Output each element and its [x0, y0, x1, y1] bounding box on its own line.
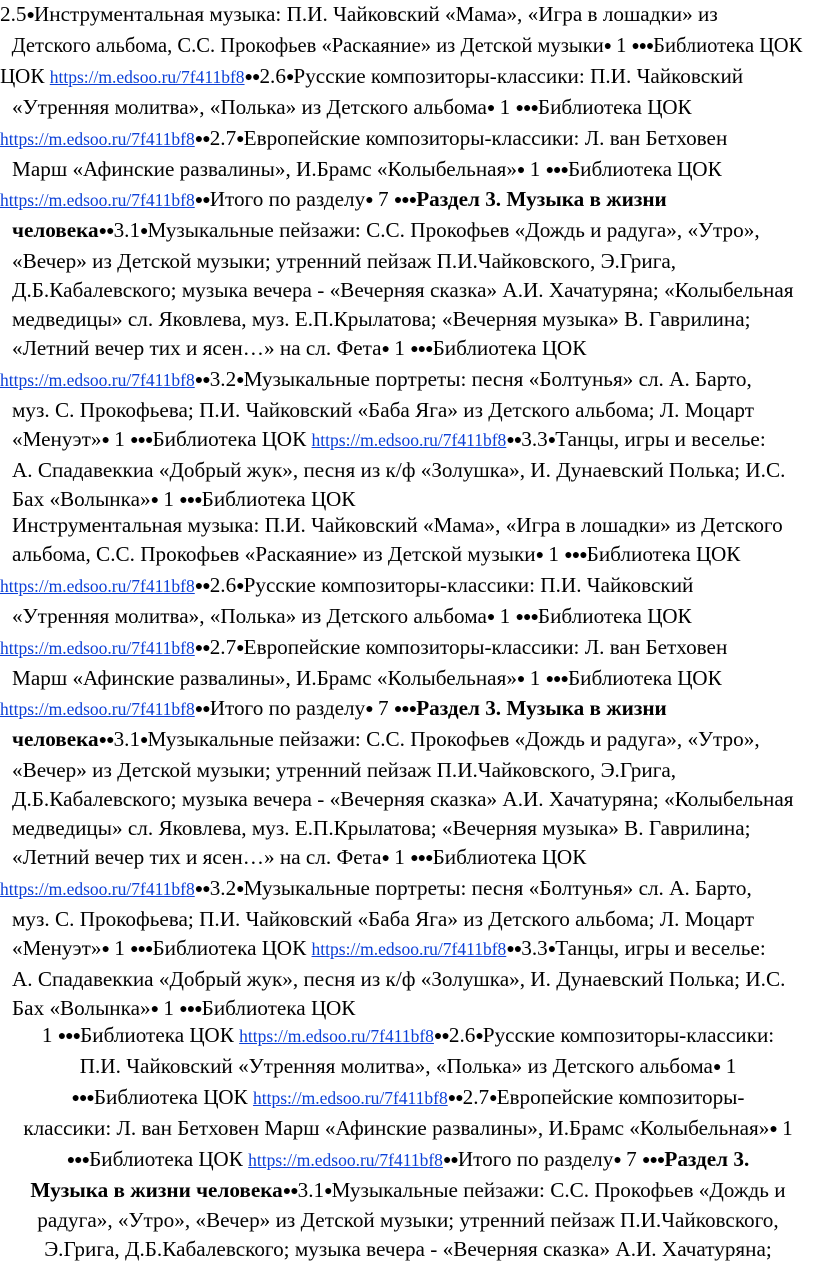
bullets-icon: ●● — [447, 1090, 463, 1106]
bullet-icon: ● — [486, 100, 495, 116]
paragraph-1 — [0, 0, 816, 515]
bullets-icon: ●● — [194, 372, 210, 388]
bullets-icon: ●●● — [393, 193, 417, 209]
bullets-icon: ●● — [442, 1152, 458, 1168]
line: классики: Л. ван Бетховен Марш «Афинские развалины», И.Брамс «Колыбельная»● 1 — [23, 1115, 793, 1140]
line: Детского альбома, С.С. Прокофьев «Раскаяние» из Детской музыки● 1 ●●●Библиотека ЦОК — [11, 32, 803, 57]
line: медведицы» сл. Яковлева, муз. Е.П.Крылатова; «Вечерняя музыка» В. Гаврилина; — [12, 307, 751, 332]
line: А. Спадавеккиа «Добрый жук», песня из к/ф «Золушка», И. Дунаевский Полька; И.С. — [12, 457, 786, 482]
line: https://m.edsoo.ru/7f411bf8●●2.6●Русские композиторы-классики: П.И. Чайковский — [0, 572, 694, 597]
bullet-icon: ● — [613, 1152, 621, 1168]
resource-link[interactable]: https://m.edsoo.ru/7f411bf8 — [49, 66, 245, 87]
bullets-icon: ●●● — [515, 609, 538, 625]
bullets-icon: ●●● — [410, 850, 433, 866]
section-heading: человека — [12, 727, 99, 752]
line: альбома, С.С. Прокофьев «Раскаяние» из Детской музыки● 1 ●●●Библиотека ЦОК — [12, 541, 741, 566]
bullets-icon: ●●● — [515, 100, 538, 116]
bullets-icon: ●●● — [179, 492, 202, 508]
section-heading: Раздел 3. Музыка в жизни — [416, 696, 667, 721]
resource-link[interactable]: https://m.edsoo.ru/7f411bf8 — [311, 429, 507, 450]
bullet-icon: ● — [236, 372, 244, 388]
bullets-icon: ●● — [98, 733, 114, 749]
bullets-icon: ●●● — [130, 432, 153, 448]
bullets-icon: ●● — [194, 131, 210, 147]
line: https://m.edsoo.ru/7f411bf8●●2.7●Европейские композиторы-классики: Л. ван Бетховен — [0, 634, 728, 659]
line: «Менуэт»● 1 ●●●Библиотека ЦОК https://m.edsoo.ru/7f411bf8●●3.3●Танцы, игры и веселье: — [12, 935, 766, 960]
bullet-icon: ● — [547, 941, 556, 957]
resource-link[interactable]: https://m.edsoo.ru/7f411bf8 — [239, 1026, 434, 1046]
line: 2.5●Инструментальная музыка: П.И. Чайковский «Мама», «Игра в лошадки» из — [0, 2, 718, 26]
line: «Утренняя молитва», «Полька» из Детского альбома● 1 ●●●Библиотека ЦОК — [12, 603, 692, 628]
line: https://m.edsoo.ru/7f411bf8●●3.2●Музыкальные портреты: песня «Болтунья» сл. А. Барто, — [0, 875, 752, 900]
line: человека●●3.1●Музыкальные пейзажи: С.С. Прокофьев «Дождь и радуга», «Утро», — [12, 727, 760, 752]
bullet-icon: ● — [324, 1183, 332, 1199]
bullet-icon: ● — [712, 1059, 721, 1075]
bullet-icon: ● — [101, 941, 109, 957]
bullet-icon: ● — [381, 850, 389, 866]
bullet-icon: ● — [140, 224, 148, 240]
bullets-icon: ●● — [506, 941, 522, 957]
paragraph-2 — [0, 511, 816, 1024]
bullet-icon: ● — [140, 733, 148, 749]
paragraph-3 — [0, 1021, 816, 1264]
bullet-icon: ● — [489, 1090, 497, 1106]
resource-link[interactable]: https://m.edsoo.ru/7f411bf8 — [248, 1149, 443, 1170]
resource-link[interactable]: https://m.edsoo.ru/7f411bf8 — [0, 128, 195, 149]
bullets-icon: ●● — [194, 881, 210, 897]
line: Инструментальная музыка: П.И. Чайковский «Мама», «Игра в лошадки» из Детского — [12, 513, 783, 537]
bullets-icon: ●●● — [130, 941, 153, 957]
bullets-icon: ●● — [194, 578, 210, 594]
bullet-icon: ● — [516, 162, 525, 178]
bullets-icon: ●●● — [66, 1152, 90, 1168]
line: Марш «Афинские развалины», И.Брамс «Колыбельная»● 1 ●●●Библиотека ЦОК — [12, 156, 722, 181]
bullets-icon: ●●● — [393, 702, 417, 718]
bullet-icon: ● — [150, 492, 159, 508]
line: https://m.edsoo.ru/7f411bf8●●Итого по разделу● 7 ●●●Раздел 3. Музыка в жизни — [0, 696, 667, 721]
line: https://m.edsoo.ru/7f411bf8●●3.2●Музыкальные портреты: песня «Болтунья» сл. А. Барто, — [0, 366, 752, 391]
bullet-icon: ● — [475, 1029, 483, 1044]
bullet-icon: ● — [285, 69, 294, 85]
bullets-icon: ●●● — [410, 341, 433, 357]
section-heading: Музыка в жизни человека — [30, 1177, 283, 1202]
bullets-icon: ●● — [506, 432, 522, 448]
bullets-icon: ●●● — [57, 1029, 81, 1044]
bullet-icon: ● — [236, 640, 244, 656]
line: https://m.edsoo.ru/7f411bf8●●2.7●Европейские композиторы-классики: Л. ван Бетховен — [0, 125, 728, 150]
bullet-icon: ● — [26, 8, 34, 23]
bullet-icon: ● — [603, 38, 611, 54]
bullet-icon: ● — [365, 193, 373, 209]
line: А. Спадавеккиа «Добрый жук», песня из к/ф «Золушка», И. Дунаевский Полька; И.С. — [12, 966, 786, 991]
bullet-icon: ● — [769, 1121, 777, 1137]
line: Музыка в жизни человека●●3.1●Музыкальные пейзажи: С.С. Прокофьев «Дождь и — [30, 1177, 786, 1202]
bullets-icon: ●●● — [642, 1152, 665, 1168]
line: Э.Грига, Д.Б.Кабалевского; музыка вечера - «Вечерняя сказка» А.И. Хачатуряна; — [44, 1237, 772, 1262]
line: человека●●3.1●Музыкальные пейзажи: С.С. Прокофьев «Дождь и радуга», «Утро», — [12, 218, 760, 243]
line: «Вечер» из Детской музыки; утренний пейзаж П.И.Чайковского, Э.Грига, — [12, 249, 677, 274]
line: «Летний вечер тих и ясен…» на сл. Фета● 1 ●●●Библиотека ЦОК — [12, 335, 587, 360]
line: Бах «Волынка»● 1 ●●●Библиотека ЦОК — [12, 995, 356, 1020]
bullets-icon: ●● — [194, 640, 210, 656]
line: муз. С. Прокофьева; П.И. Чайковский «Баба Яга» из Детского альбома; Л. Моцарт — [12, 906, 754, 931]
line: муз. С. Прокофьева; П.И. Чайковский «Баба Яга» из Детского альбома; Л. Моцарт — [12, 397, 754, 422]
line: медведицы» сл. Яковлева, муз. Е.П.Крылатова; «Вечерняя музыка» В. Гаврилина; — [12, 816, 751, 841]
line: ●●●Библиотека ЦОК https://m.edsoo.ru/7f411bf8●●2.7●Европейские композиторы- — [71, 1084, 745, 1109]
line: 1 ●●●Библиотека ЦОК https://m.edsoo.ru/7f411bf8●●2.6●Русские композиторы-классики: — [41, 1023, 775, 1047]
resource-link[interactable]: https://m.edsoo.ru/7f411bf8 — [0, 369, 195, 390]
bullet-icon: ● — [486, 609, 495, 625]
resource-link[interactable]: https://m.edsoo.ru/7f411bf8 — [252, 1087, 448, 1108]
line: ●●●Библиотека ЦОК https://m.edsoo.ru/7f411bf8●●Итого по разделу● 7 ●●●Раздел 3. — [66, 1146, 750, 1171]
line: ЦОК https://m.edsoo.ru/7f411bf8●●2.6●Русские композиторы-классики: П.И. Чайковский — [0, 63, 744, 88]
bullets-icon: ●●● — [545, 671, 568, 687]
bullets-icon: ●●● — [179, 1001, 202, 1017]
line: Бах «Волынка»● 1 ●●●Библиотека ЦОК — [12, 486, 356, 511]
bullets-icon: ●●● — [545, 162, 568, 178]
bullet-icon: ● — [150, 1001, 159, 1017]
line: https://m.edsoo.ru/7f411bf8●●Итого по разделу● 7 ●●●Раздел 3. Музыка в жизни — [0, 187, 667, 212]
resource-link[interactable]: https://m.edsoo.ru/7f411bf8 — [0, 699, 195, 720]
bullets-icon: ●● — [194, 193, 210, 209]
bullet-icon: ● — [236, 881, 244, 897]
bullets-icon: ●● — [433, 1029, 449, 1044]
line: радуга», «Утро», «Вечер» из Детской музыки; утренний пейзаж П.И.Чайковского, — [37, 1208, 779, 1233]
resource-link[interactable]: https://m.edsoo.ru/7f411bf8 — [0, 190, 195, 211]
section-heading: Раздел 3. — [664, 1146, 750, 1171]
bullets-icon: ●●● — [631, 38, 654, 54]
bullets-icon: ●●● — [564, 547, 587, 563]
bullet-icon: ● — [101, 432, 109, 448]
section-heading: Раздел 3. Музыка в жизни — [416, 187, 667, 212]
bullet-icon: ● — [535, 547, 544, 563]
bullet-icon: ● — [236, 131, 244, 147]
line: Д.Б.Кабалевского; музыка вечера - «Вечерняя сказка» А.И. Хачатуряна; «Колыбельная — [12, 278, 794, 303]
line: «Менуэт»● 1 ●●●Библиотека ЦОК https://m.edsoo.ru/7f411bf8●●3.3●Танцы, игры и веселье: — [12, 426, 766, 451]
resource-link[interactable]: https://m.edsoo.ru/7f411bf8 — [0, 878, 195, 899]
bullets-icon: ●● — [244, 69, 260, 85]
section-heading: человека — [12, 218, 99, 243]
bullets-icon: ●● — [98, 224, 114, 240]
bullet-icon: ● — [365, 702, 373, 718]
line: «Вечер» из Детской музыки; утренний пейзаж П.И.Чайковского, Э.Грига, — [12, 758, 677, 783]
line: Д.Б.Кабалевского; музыка вечера - «Вечерняя сказка» А.И. Хачатуряна; «Колыбельная — [12, 787, 794, 812]
resource-link[interactable]: https://m.edsoo.ru/7f411bf8 — [0, 637, 195, 658]
bullets-icon: ●● — [194, 702, 210, 718]
resource-link[interactable]: https://m.edsoo.ru/7f411bf8 — [311, 938, 507, 959]
bullets-icon: ●● — [282, 1183, 298, 1199]
bullet-icon: ● — [547, 432, 556, 448]
bullet-icon: ● — [236, 578, 244, 594]
line: «Летний вечер тих и ясен…» на сл. Фета● 1 ●●●Библиотека ЦОК — [12, 844, 587, 869]
line: Марш «Афинские развалины», И.Брамс «Колыбельная»● 1 ●●●Библиотека ЦОК — [12, 665, 722, 690]
bullet-icon: ● — [516, 671, 525, 687]
bullet-icon: ● — [381, 341, 389, 357]
line: П.И. Чайковский «Утренняя молитва», «Полька» из Детского альбома● 1 — [79, 1053, 737, 1078]
line: «Утренняя молитва», «Полька» из Детского альбома● 1 ●●●Библиотека ЦОК — [12, 94, 692, 119]
resource-link[interactable]: https://m.edsoo.ru/7f411bf8 — [0, 575, 195, 596]
bullets-icon: ●●● — [71, 1090, 94, 1106]
